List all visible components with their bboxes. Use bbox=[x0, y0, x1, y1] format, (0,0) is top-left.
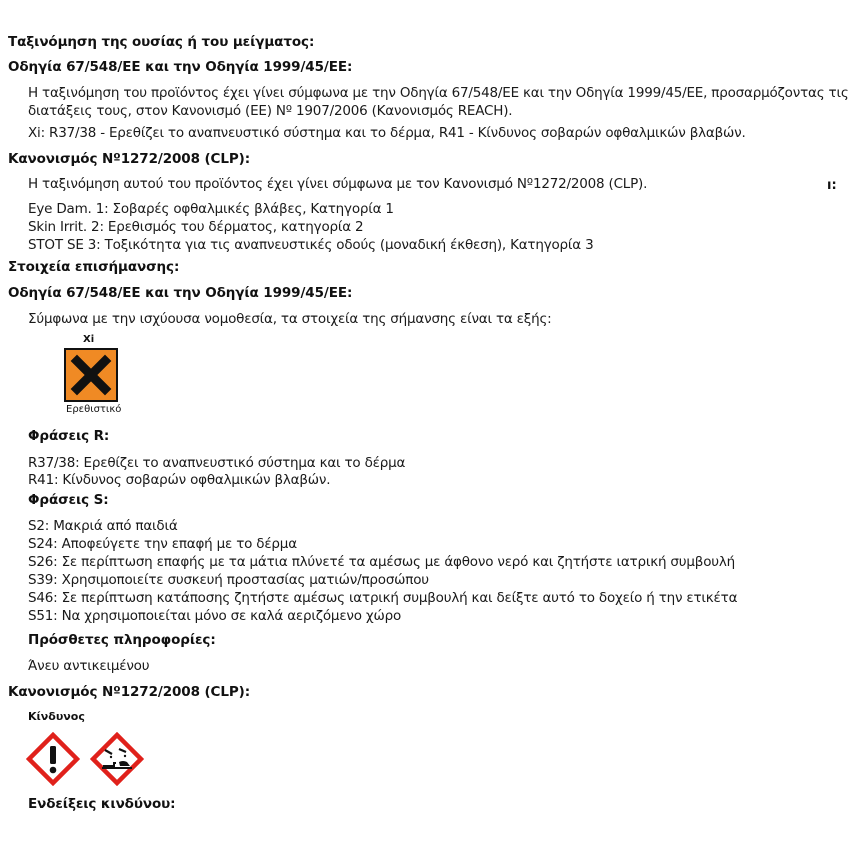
s-phrases-heading: Φράσεις S: bbox=[28, 492, 109, 508]
s-phrase: S24: Αποφεύγετε την επαφή με το δέρμα bbox=[28, 536, 297, 552]
orange-cross-hazard-icon bbox=[64, 348, 118, 402]
corrosion-pictogram-icon bbox=[90, 732, 144, 786]
signal-word: Κίνδυνος bbox=[28, 710, 85, 723]
s-phrase: S51: Να χρησιμοποιείται μόνο σε καλά αεριζόμενο χώρο bbox=[28, 608, 402, 624]
hazard-statements-heading: Ενδείξεις κινδύνου: bbox=[28, 796, 176, 812]
s-phrase: S39: Χρησιμοποιείτε συσκευή προστασίας ματιών/προσώπου bbox=[28, 572, 429, 588]
additional-info-text: Άνευ αντικειμένου bbox=[28, 658, 150, 674]
clp-heading: Κανονισμός Nº1272/2008 (CLP): bbox=[8, 151, 251, 167]
xi-symbol-label: Ερεθιστικό bbox=[66, 404, 122, 415]
section-title-labelling: Στοιχεία επισήμανσης: bbox=[8, 259, 180, 275]
s-phrase: S26: Σε περίπτωση επαφής με τα μάτια πλύνετέ τα αμέσως με άφθονο νερό και ζητήστε ιατρική συμβουλή bbox=[28, 554, 736, 570]
directive-xi-text: Xi: R37/38 - Ερεθίζει το αναπνευστικό σύστημα και το δέρμα, R41 - Κίνδυνος σοβαρών οφθαλμικών βλαβών. bbox=[28, 125, 746, 141]
additional-info-heading: Πρόσθετες πληροφορίες: bbox=[28, 632, 216, 648]
directive-text-line1: Η ταξινόμηση του προϊόντος έχει γίνει σύμφωνα με την Οδηγία 67/548/ΕΕ και την Οδηγία 1999/45/ΕΕ, προσαρμόζοντας τις bbox=[28, 85, 849, 101]
clp-stray-text: ı: bbox=[827, 178, 837, 193]
labelling-directive-heading: Οδηγία 67/548/ΕΕ και την Οδηγία 1999/45/ΕΕ: bbox=[8, 285, 353, 301]
clp-item: STOT SE 3: Τοξικότητα για τις αναπνευστικές οδούς (μοναδική έκθεση), Κατηγορία 3 bbox=[28, 237, 594, 253]
labelling-clp-heading: Κανονισμός Nº1272/2008 (CLP): bbox=[8, 684, 251, 700]
labelling-directive-text: Σύμφωνα με την ισχύουσα νομοθεσία, τα στοιχεία της σήμανσης είναι τα εξής: bbox=[28, 311, 552, 327]
clp-text: Η ταξινόμηση αυτού του προϊόντος έχει γίνει σύμφωνα με τον Κανονισμό Nº1272/2008 (CLP). bbox=[28, 176, 648, 192]
directive-text-line2: διατάξεις τους, στον Κανονισμό (ΕΕ) Nº 1907/2006 (Κανονισμός REACH). bbox=[28, 103, 513, 119]
r-phrase: R37/38: Ερεθίζει το αναπνευστικό σύστημα και το δέρμα bbox=[28, 455, 406, 471]
r-phrases-heading: Φράσεις R: bbox=[28, 428, 110, 444]
section-title-classification: Ταξινόμηση της ουσίας ή του μείγματος: bbox=[8, 34, 315, 50]
clp-item: Skin Irrit. 2: Ερεθισμός του δέρματος, κατηγορία 2 bbox=[28, 219, 364, 235]
r-phrase: R41: Κίνδυνος σοβαρών οφθαλμικών βλαβών. bbox=[28, 472, 331, 488]
clp-item: Eye Dam. 1: Σοβαρές οφθαλμικές βλάβες, Κατηγορία 1 bbox=[28, 201, 394, 217]
s-phrase: S46: Σε περίπτωση κατάποσης ζητήστε αμέσως ιατρική συμβουλή και δείξτε αυτό το δοχείο ή την ετικέτα bbox=[28, 590, 738, 606]
xi-symbol-code: Xi bbox=[83, 334, 95, 345]
s-phrase: S2: Μακριά από παιδιά bbox=[28, 518, 178, 534]
directive-heading: Οδηγία 67/548/ΕΕ και την Οδηγία 1999/45/ΕΕ: bbox=[8, 59, 353, 75]
exclamation-mark-pictogram-icon bbox=[26, 732, 80, 786]
